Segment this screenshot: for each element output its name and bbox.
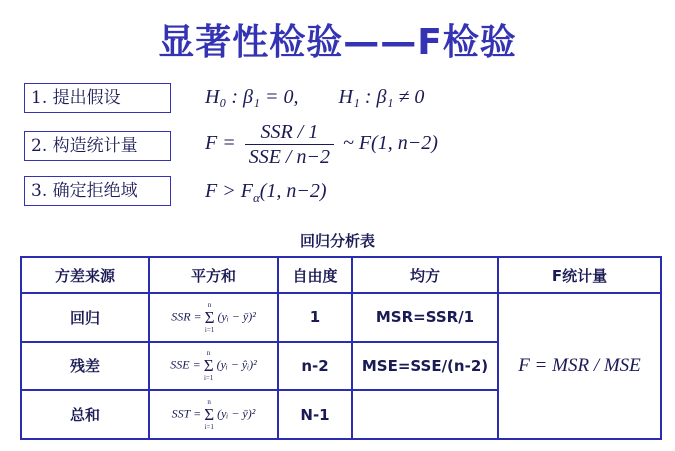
step-hypothesis: 1. 提出假设 — [24, 83, 171, 113]
row-ss-formula — [149, 293, 278, 342]
sum-upper: n — [207, 398, 211, 407]
header-f-statistic: F统计量 — [498, 257, 661, 293]
sigma-symbol: n Σ i=1 — [203, 349, 214, 383]
sum-lower: i=1 — [204, 423, 214, 432]
row-ms: MSE=SSE/(n-2) — [352, 342, 498, 391]
ss-lhs: SSE = — [170, 357, 201, 372]
ss-body: (yᵢ − ȳ)² — [217, 309, 256, 324]
sum-lower: i=1 — [204, 325, 215, 334]
row-df: n-2 — [278, 342, 352, 391]
header-sum-of-squares: 平方和 — [149, 257, 278, 293]
f-numerator: SSR / 1 — [245, 120, 334, 145]
ss-body: (yᵢ − ȳ)² — [217, 406, 256, 421]
ss-lhs: SSR = — [171, 309, 202, 324]
f-distribution: ~ F(1, n−2) — [343, 132, 438, 155]
row-ms: MSR=SSR/1 — [352, 293, 498, 342]
header-source: 方差来源 — [21, 257, 149, 293]
alpha-subscript: α — [252, 190, 260, 205]
sigma-symbol: n Σ i=1 — [204, 398, 215, 432]
sum-upper: n — [206, 349, 211, 358]
rejection-lhs: F > F — [205, 180, 253, 202]
rejection-formula — [205, 180, 327, 206]
table-header-row — [21, 257, 661, 293]
row-ms — [352, 390, 498, 439]
anova-table — [20, 256, 662, 440]
sigma-symbol: n Σ i=1 — [204, 300, 215, 334]
f-denominator: SSE / n−2 — [248, 146, 330, 168]
step-rejection-region: 3. 确定拒绝域 — [24, 176, 171, 206]
ss-lhs: SST = — [171, 406, 202, 421]
sum-upper: n — [207, 300, 212, 309]
step-statistic: 2. 构造统计量 — [24, 131, 171, 161]
f-statistic-formula — [205, 120, 438, 169]
row-ss-formula — [149, 342, 278, 391]
row-source: 总和 — [21, 390, 149, 439]
hypothesis-formula — [205, 86, 424, 109]
h1-formula: H₁ : β₁ ≠ 0 — [338, 86, 425, 108]
row-ss-formula — [149, 390, 278, 439]
row-df: N-1 — [278, 390, 352, 439]
header-df: 自由度 — [278, 257, 352, 293]
f-fraction — [245, 120, 334, 169]
f-lhs: F = — [205, 132, 236, 155]
h0-formula: H₀ : β₁ = 0, — [205, 86, 299, 108]
sum-lower: i=1 — [203, 374, 214, 383]
row-source: 回归 — [21, 293, 149, 342]
table-row — [21, 293, 661, 342]
row-df: 1 — [278, 293, 352, 342]
page-title: 显著性检验——F检验 — [158, 22, 517, 63]
row-source: 残差 — [21, 342, 149, 391]
rejection-tail: (1, n−2) — [259, 180, 327, 202]
table-title: 回归分析表 — [299, 232, 375, 250]
f-statistic-cell: F = MSR / MSE — [498, 293, 661, 439]
header-mean-square: 均方 — [352, 257, 498, 293]
ss-body: (yᵢ − ŷᵢ)² — [216, 357, 257, 372]
